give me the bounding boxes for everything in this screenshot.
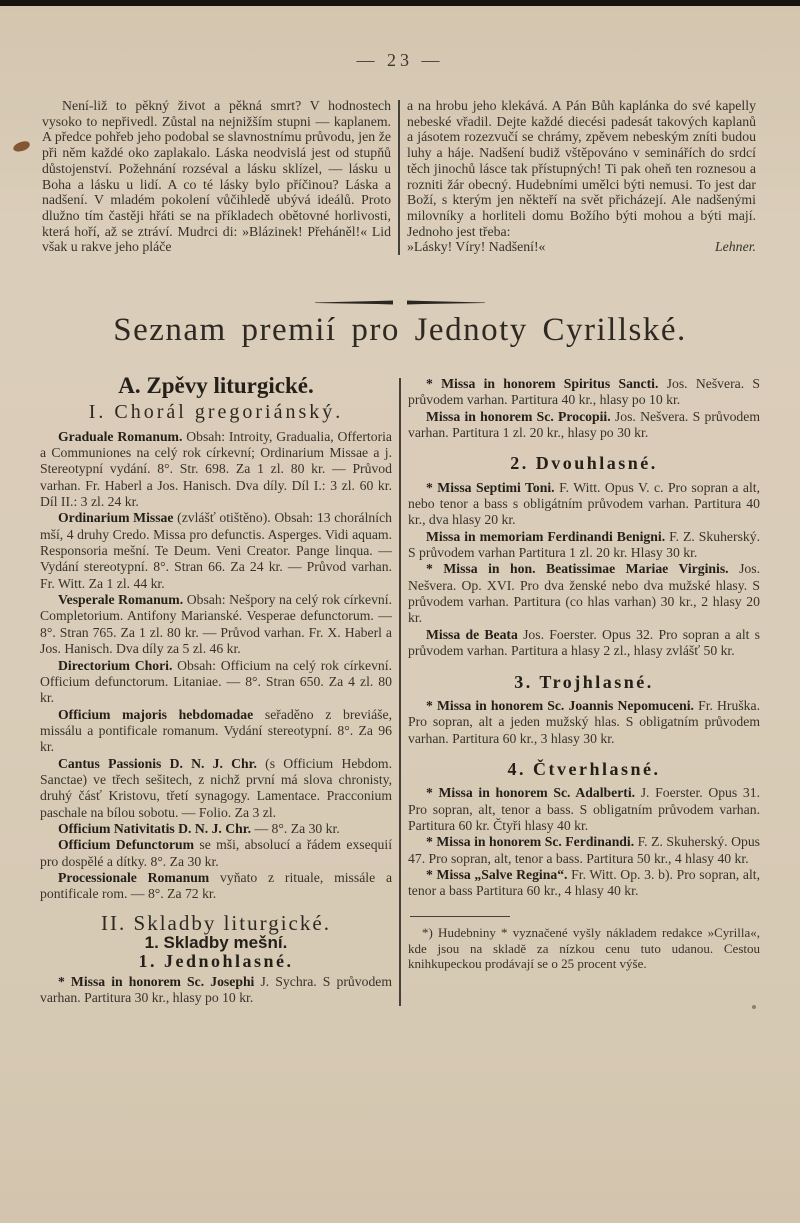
catalog-entry bbox=[408, 561, 760, 626]
entry-body: J. Foerster. Opus 31. Pro sopran, alt, tenor a bass. S obligatním průvodem varhan. Partitura 60 kr. Čtyři hlasy 40 kr. bbox=[408, 785, 760, 833]
intro-last-line bbox=[407, 239, 756, 255]
footnote-rule bbox=[410, 916, 510, 918]
catalog-entry bbox=[408, 480, 760, 529]
catalog-entry bbox=[40, 837, 392, 870]
heading-zpevy-liturgicke: A. Zpěvy liturgické. bbox=[118, 373, 314, 398]
catalog-entry bbox=[408, 785, 760, 834]
page-number: — 23 — bbox=[356, 50, 444, 70]
catalog-entry bbox=[40, 429, 392, 511]
entry-lead: * Missa in honorem Sc. Joannis Nepomuceni. bbox=[426, 697, 694, 713]
entry-lead: * Missa Septimi Toni. bbox=[426, 479, 555, 495]
entry-body: Obsah: Officium na celý rok církevní. Officium defunctorum. Litaniae. — 8°. Stran 650. Za 4 zl. 80 kr. bbox=[40, 657, 392, 706]
entry-lead: Missa in memoriam Ferdinandi Benigni. bbox=[426, 528, 666, 544]
entry-body: F. Witt. Opus V. c. Pro sopran a alt, nebo tenor a bass s obligátním průvodem varhan. Partitura 40 kr., dva hlasy 20 kr. bbox=[408, 479, 761, 528]
entry-lead: Officium majoris hebdomadae bbox=[58, 706, 254, 722]
entry-body: vyňato z rituale, missále a pontificale rom. — 8°. Za 72 kr. bbox=[40, 869, 393, 902]
page-title: Seznam premií pro Jednoty Cyrillské. bbox=[113, 312, 687, 348]
entry-body: Jos. Nešvera. Op. XVI. Pro dva ženské nebo dva mužské hlasy. S průvodem varhan. Partitura (co hlas varhan) 30 kr., 2 hlasy 20 kr. bbox=[408, 561, 761, 626]
heading-dvouhlasne: 2. Dvouhlasné. bbox=[510, 453, 658, 474]
entry-body: seřaděno z breviáše, missálu a pontificale romanum. Vydání stereotypní. 8°. Za 96 kr. bbox=[40, 706, 393, 755]
entry-lead: Graduale Romanum. bbox=[58, 428, 183, 444]
catalog-entry bbox=[408, 529, 760, 562]
entry-body: — 8°. Za 30 kr. bbox=[254, 820, 340, 836]
entry-body: Obsah: Nešpory na celý rok církevní. Completorium. Antifony Marianské. Vesperae defunctorum. — 8°. Stran 765. Za 1 zl. 80 kr. — Průvod varhan. Fr. X. Haberl a Jos. Hanisch. Dva díly za 5 zl. 46 kr. bbox=[40, 592, 393, 657]
catalog-section bbox=[40, 373, 762, 1006]
catalog-entry bbox=[40, 592, 392, 657]
entry-body: Fr. Witt. Op. 3. b). Pro sopran, alt, tenor a bass Partitura 60 kr., 4 hlasy 40 kr. bbox=[408, 866, 760, 899]
entry-lead: Missa de Beata bbox=[426, 626, 518, 642]
heading-choral-gregoriansky: I. Chorál gregoriánský. bbox=[88, 401, 344, 424]
entry-body: se mši, absolucí a řádem exsequií pro dospělé a dítky. 8°. Za 30 kr. bbox=[40, 837, 392, 869]
entry-lead: Officium Defunctorum bbox=[58, 837, 195, 853]
heading-skladby-mesni: 1. Skladby mešní. bbox=[144, 933, 288, 952]
column-divider bbox=[399, 378, 401, 1006]
entry-body: J. Sychra. S průvodem varhan. Partitura 30 kr., hlasy po 10 kr. bbox=[40, 973, 393, 1006]
entry-body: (s Officium Hebdom. Sanctae) ve třech sešitech, z nichž první má slova chronisty, druhý čásť Kristovu, třetí synagogy. Lamentace. Pracconium paschale na bílou sobotu. — Folio. Za 3 zl. bbox=[40, 755, 393, 820]
entry-lead: Processionale Romanum bbox=[58, 869, 210, 885]
intro-right-paragraph: a na hrobu jeho klekává. A Pán Bůh kaplánka do své kapelly nebeské vřadil. Dejte každé diecési padesát takových kaplanů a jásotem rozezvučí se chrámy, zpěvem nebeským zníti budou luhy a háje. Nadšení budiž vštěpováno v seminářích do srdcí těch jinochů lásce tak přístupných! Ti pak oheň ten roznesou a rozniti žár obecný. Hudebními umělci býti nemusi. To jest dar Boží, s kterým jen někteří na svět přicházejí. Ale nadšenými milovníky a horliteli domu Božího býti mohou a býti mají. Jednoho jest třeba: bbox=[407, 98, 756, 239]
entry-lead: Missa in honorem Sc. Procopii. bbox=[426, 408, 611, 424]
signature: Lehner. bbox=[714, 239, 756, 255]
intro-right-column bbox=[407, 98, 756, 255]
catalog-entry bbox=[408, 376, 760, 409]
column-divider bbox=[398, 100, 400, 255]
footnote: *) Hudebniny * vyznačené vyšly nákladem redakce »Cyrilla«, kde jsou na skladě za nízkou cenu tuto udanou. Cestou knihkupeckou prodávají se o 25 procent výše. bbox=[408, 925, 760, 972]
catalog-entry bbox=[408, 834, 760, 867]
entry-lead: Officium Nativitatis D. N. J. Chr. bbox=[58, 820, 252, 836]
entry-lead: * Missa „Salve Regina“. bbox=[426, 866, 568, 882]
entry-body: Obsah: Introity, Gradualia, Offertoria a Communiones na celý rok církevní; Ordinarium Missae a j. Stereotypní vydání. 8°. Str. 698. Za 1 zl. 80 kr. — Průvod varhan. Fr. Haberl a Jos. Hanisch. Dva díly. Díl I.: 3 zl. 60 kr. Díl II.: 3 zl. 24 kr. bbox=[40, 428, 393, 510]
heading-ctverhlasne: 4. Čtverhlasné. bbox=[507, 758, 661, 779]
entry-body: Jos. Nešvera. S průvodem varhan. Partitura 1 zl. 20 kr., hlasy po 30 kr. bbox=[408, 408, 760, 441]
entry-body: Jos. Nešvera. S průvodem varhan. Partitura 40 kr., hlasy po 10 kr. bbox=[408, 376, 761, 408]
catalog-entry bbox=[40, 707, 392, 756]
catalog-right-column bbox=[408, 376, 760, 1006]
entry-body: (zvlášť otištěno). Obsah: 13 chorálních mší, 4 druhy Credo. Missa pro defunctis. Asperges. Vidi aquam. Responsoria mešní. Te Deum. Veni Creator. Pange linqua. — Vydání stereotypní. 8°. Stran 66. Za 24 kr. — Průvod varhan. Fr. Witt. Za 1 zl. 44 kr. bbox=[40, 510, 392, 591]
catalog-entry bbox=[408, 627, 760, 660]
entry-lead: * Missa in honorem Sc. Josephi bbox=[58, 973, 255, 989]
entry-body: Jos. Foerster. Opus 32. Pro sopran a alt s průvodem varhan. Partitura a hlasy 2 zl., hlasy zvlášť 50 kr. bbox=[408, 626, 760, 659]
catalog-entry bbox=[40, 870, 392, 903]
entry-lead: * Missa in honorem Spiritus Sancti. bbox=[426, 376, 659, 391]
intro-left-paragraph: Není-liž to pěkný život a pěkná smrt? V hodnostech vysoko to nepřivedl. Zůstal na nejnižším stupni — kaplanem. A předce pohřeb jeho podobal se slavnostnímu průvodu, jen že při něm každé oko zaplakalo. Láska neodvislá jest od stupňů důstojenství. Požehnání rozséval a lásku sklízel, — lásku u Boha a lásku u lidí. A co té lásky bylo příčinou? Láska a nadšení. V mladém pokolení vůčihledě ubývá ideálů. Proto dlužno tím častěji hřáti se na příkladech obětovné horlivosti, která hoří, až se ztráví. Mudrci di: »Blázinek! Přeháněl!« Lid však u rakve jeho pláče bbox=[42, 98, 391, 255]
entry-body: F. Z. Skuherský. S průvodem varhan Partitura 1 zl. 20 kr. Hlasy 30 kr. bbox=[408, 528, 761, 561]
heading-trojhlasne: 3. Trojhlasné. bbox=[514, 671, 654, 692]
closing-quote: »Lásky! Víry! Nadšení!« bbox=[407, 239, 546, 255]
entry-lead: * Missa in hon. Beatissimae Mariae Virginis. bbox=[426, 561, 729, 577]
entry-body: F. Z. Skuherský. Opus 47. Pro sopran, alt, tenor a bass. Partitura 50 kr., 4 hlasy 40 kr. bbox=[408, 834, 761, 866]
entry-lead: Cantus Passionis D. N. J. Chr. bbox=[58, 755, 257, 771]
catalog-left-column bbox=[40, 373, 393, 1006]
catalog-entry bbox=[40, 658, 392, 707]
entry-lead: Directorium Chori. bbox=[58, 657, 173, 673]
tapered-rule-icon bbox=[315, 298, 485, 307]
intro-section bbox=[42, 98, 758, 255]
entry-lead: * Missa in honorem Sc. Ferdinandi. bbox=[426, 834, 635, 850]
catalog-entry bbox=[40, 510, 392, 592]
catalog-entry bbox=[408, 867, 760, 900]
scan-edge-top bbox=[0, 0, 800, 6]
catalog-entry bbox=[408, 409, 760, 442]
intro-left-column bbox=[42, 98, 391, 255]
catalog-entry bbox=[40, 974, 392, 1007]
heading-jednohlasne: 1. Jednohlasné. bbox=[138, 951, 294, 972]
entry-lead: Ordinarium Missae bbox=[58, 510, 174, 526]
section-ornament bbox=[0, 294, 800, 312]
ink-blot bbox=[12, 140, 31, 153]
catalog-entry bbox=[40, 756, 392, 821]
catalog-entry bbox=[408, 698, 760, 747]
entry-lead: * Missa in honorem Sc. Adalberti. bbox=[426, 785, 636, 801]
entry-body: Fr. Hruška. Pro sopran, alt a jeden mužský hlas. S obligatním průvodem varhan. Partitura 60 kr., 3 hlasy 30 kr. bbox=[408, 697, 761, 746]
entry-lead: Vesperale Romanum. bbox=[58, 592, 184, 608]
catalog-entry bbox=[40, 821, 392, 837]
heading-skladby-liturgicke: II. Skladby liturgické. bbox=[101, 910, 331, 935]
